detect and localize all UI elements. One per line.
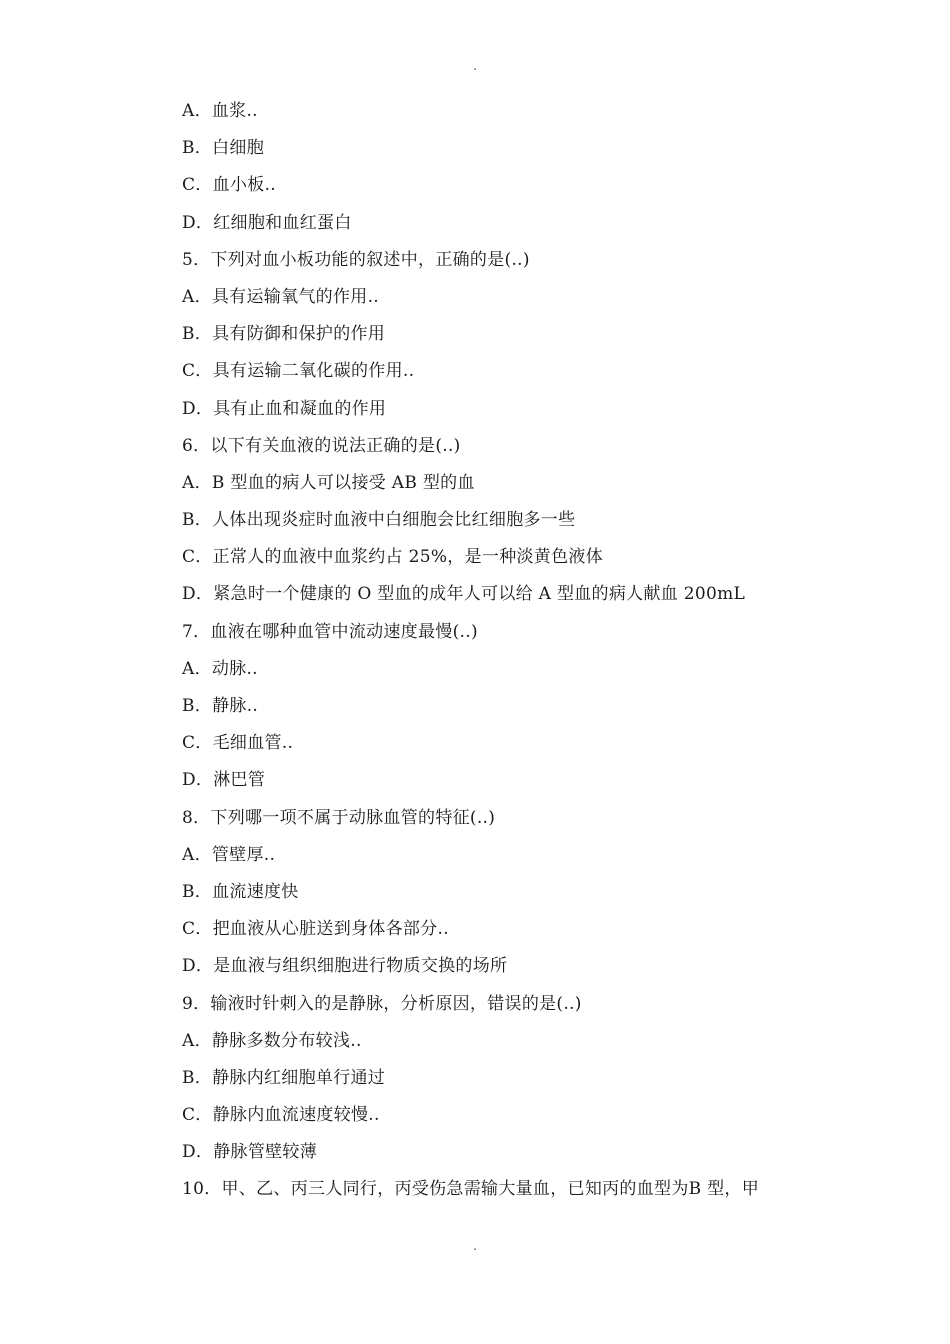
question-line: 5．下列对血小板功能的叙述中，正确的是(..) — [182, 249, 530, 270]
option-line: D．是血液与组织细胞进行物质交换的场所 — [182, 956, 508, 977]
option-line: B．静脉.. — [182, 696, 259, 716]
option-line: C．具有运输二氧化碳的作用.. — [182, 361, 415, 382]
option-line: B．静脉内红细胞单行通过 — [182, 1067, 386, 1088]
header-mark: . — [473, 59, 477, 73]
question-line: 7．血液在哪种血管中流动速度最慢(..) — [182, 621, 478, 642]
question-line: 6．以下有关血液的说法正确的是(..) — [182, 435, 461, 456]
footer-mark: . — [473, 1239, 477, 1253]
option-line: D．紧急时一个健康的 O 型血的成年人可以给 A 型血的病人献血 200mL — [182, 584, 746, 605]
option-line: C．静脉内血流速度较慢.. — [182, 1105, 380, 1126]
option-line: D．淋巴管 — [182, 770, 266, 791]
option-line: C．血小板.. — [182, 175, 276, 196]
option-line: A．血浆.. — [182, 101, 258, 121]
option-line: B．血流速度快 — [182, 881, 299, 902]
option-line: A．静脉多数分布较浅.. — [182, 1030, 362, 1051]
option-line: D．静脉管壁较薄 — [182, 1142, 318, 1163]
option-line: D．具有止血和凝血的作用 — [182, 398, 387, 419]
question-line: 10．甲、乙、丙三人同行，丙受伤急需输大量血，已知丙的血型为B 型，甲 — [182, 1179, 760, 1200]
option-line: C．正常人的血液中血浆约占 25%，是一种淡黄色液体 — [182, 547, 603, 568]
option-line: B．人体出现炎症时血液中白细胞会比红细胞多一些 — [182, 510, 576, 531]
option-line: B．具有防御和保护的作用 — [182, 324, 386, 345]
question-line: 9．输液时针刺入的是静脉，分析原因，错误的是(..) — [182, 993, 582, 1014]
option-line: A．管壁厚.. — [182, 844, 276, 865]
option-line: B．白细胞 — [182, 138, 264, 159]
option-line: C．毛细血管.. — [182, 733, 294, 754]
option-line: C．把血液从心脏送到身体各部分.. — [182, 919, 449, 940]
question-line: 8．下列哪一项不属于动脉血管的特征(..) — [182, 807, 496, 828]
option-line: A．B 型血的病人可以接受 AB 型的血 — [182, 472, 475, 493]
option-line: A．动脉.. — [182, 658, 258, 679]
option-line: D．红细胞和血红蛋白 — [182, 212, 352, 233]
option-line: A．具有运输氧气的作用.. — [182, 286, 379, 307]
document-body — [182, 98, 882, 1214]
